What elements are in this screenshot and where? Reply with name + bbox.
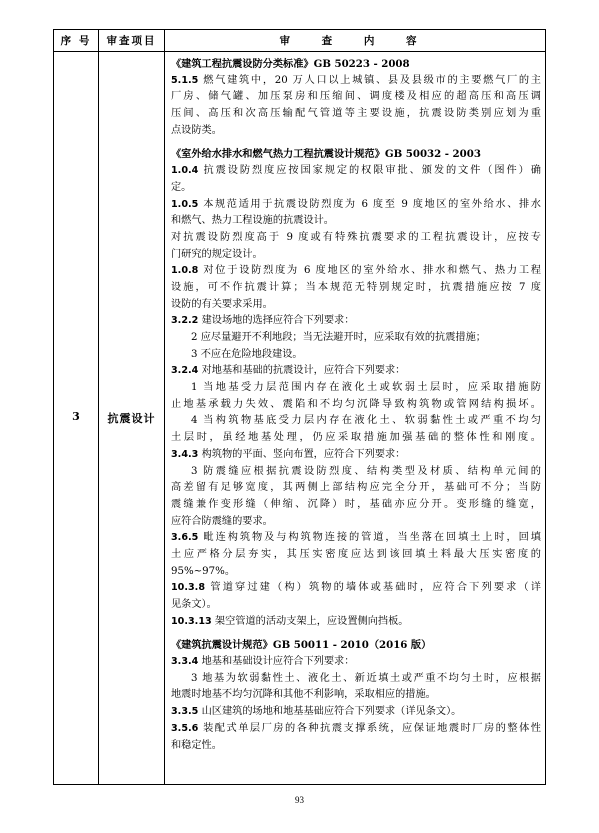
clause-number: 1.0.8 — [171, 265, 199, 277]
clause-line: 地震时地基不均匀沉降和其他不利影响，采取相应的措施。 — [171, 689, 436, 701]
clause-line: 土应严格分层夯实，其压实密度应达到该回填土料最大压实密度的 — [171, 548, 541, 560]
clause-number: 1.0.5 — [171, 198, 199, 210]
clause-number: 3.4.3 — [171, 448, 199, 460]
clause-line: 3.3.4 地基和基础设计应符合下列要求： — [171, 656, 355, 668]
clause-number: 3.3.4 — [171, 656, 199, 668]
header-col-no: 序 号 — [60, 35, 92, 47]
clause-line: 设施，可不作抗震计算；当本规范无特别规定时，抗震措施应按 7 度 — [171, 281, 541, 293]
clause-line: 3 防震缝应根据抗震设防烈度、结构类型及材质、结构单元间的 — [191, 465, 541, 477]
row-review-item: 抗震设计 — [107, 412, 156, 425]
clause-line: 3.3.5 山区建筑的场地和地基基础应符合下列要求（详见条文）。 — [171, 706, 462, 718]
clause-line: 2 应尽量避开不利地段；当无法避开时，应采取有效的抗震措施； — [191, 332, 486, 343]
clause-number: 1.0.4 — [171, 165, 199, 177]
column-divider — [98, 30, 99, 784]
column-divider — [164, 30, 165, 784]
clause-number: 3.3.5 — [171, 706, 199, 718]
header-col-item: 审查项目 — [106, 35, 157, 47]
clause-line: 应符合防震缝的要求。 — [171, 515, 273, 527]
clause-line: 土层时，虽经地基处理，仍应采取措施加强基础的整体性和刚度。 — [171, 432, 541, 444]
review-table — [53, 29, 546, 785]
clause-line: 3.5.6 装配式单层厂房的各种抗震支撑系统，应保证地震时厂房的整体性 — [171, 722, 541, 734]
clause-line: 3.6.5 毗连构筑物及与构筑物连接的管道，当坐落在回填土上时，回填 — [171, 532, 541, 544]
clause-number: 3.2.4 — [171, 365, 199, 377]
clause-number: 5.1.5 — [171, 74, 199, 86]
clause-line: 1 当地基受力层范围内存在液化土或软弱土层时，应采取措施防 — [191, 382, 541, 394]
clause-line: 高差留有足够宽度，其两侧上部结构应完全分开，基础可不分；当防 — [171, 482, 541, 494]
clause-line: 止地基承载力失效、震陷和不均匀沉降导致构筑物或管网结构损坏。 — [171, 398, 541, 410]
standard-title: 《建筑工程抗震设防分类标准》GB 50223 - 2008 — [171, 58, 410, 70]
clause-line: 3 地基为软弱黏性土、液化土、新近填土或严重不均匀土时，应根据 — [191, 672, 541, 684]
header-col-content: 审 查 内 容 — [279, 35, 431, 47]
clause-line: 3 不应在危险地段建设。 — [191, 348, 303, 360]
clause-number: 3.2.2 — [171, 315, 199, 327]
table-header — [54, 30, 545, 52]
standard-title: 《建筑抗震设计规范》GB 50011 - 2010（2016 版） — [171, 639, 432, 652]
clause-line: 和稳定性。 — [171, 739, 222, 751]
clause-line: 10.3.13 架空管道的活动支架上，应设置侧向挡板。 — [171, 615, 409, 627]
row-number: 3 — [72, 410, 80, 423]
review-content — [171, 56, 541, 754]
page-number: 93 — [295, 795, 304, 805]
clause-line: 4 当构筑物基底受力层内存在液化土、软弱黏性土或严重不均匀 — [191, 415, 541, 427]
clause-line: 1.0.4 抗震设防烈度应按国家规定的权限审批、颁发的文件（图件）确 — [171, 165, 541, 177]
clause-line: 1.0.8 对位于设防烈度为 6 度地区的室外给水、排水和燃气、热力工程 — [171, 265, 541, 277]
clause-line: 震缝兼作变形缝（伸缩、沉降）时，基础亦应分开。变形缝的缝宽， — [171, 498, 541, 510]
clause-line: 定。 — [171, 181, 192, 193]
clause-number: 10.3.8 — [171, 582, 205, 594]
clause-line: 3.4.3 构筑物的平面、竖向布置，应符合下列要求： — [171, 448, 406, 460]
clause-line: 见条文）。 — [171, 599, 217, 610]
clause-line: 3.2.4 对地基和基础的抗震设计，应符合下列要求： — [171, 365, 406, 377]
clause-line: 门研究的规定设计。 — [171, 248, 263, 260]
clause-line: 厂房、储气罐、加压泵房和压缩间、调度楼及相应的超高压和高压调 — [171, 91, 541, 103]
clause-line: 5.1.5 燃气建筑中，20 万人口以上城镇、县及县级市的主要燃气厂的主 — [171, 74, 541, 86]
clause-line: 和燃气、热力工程设施的抗震设计。 — [171, 215, 334, 227]
clause-number: 10.3.13 — [171, 615, 212, 627]
clause-line: 压间、高压和次高压输配气管道等主要设施，抗震设防类别应划为重 — [171, 108, 541, 120]
clause-line: 10.3.8 管道穿过建（构）筑物的墙体或基础时，应符合下列要求（详 — [171, 582, 541, 594]
clause-line: 点设防类。 — [171, 124, 222, 136]
clause-line: 3.2.2 建设场地的选择应符合下列要求： — [171, 315, 355, 327]
clause-number: 3.5.6 — [171, 722, 199, 734]
clause-number: 3.6.5 — [171, 532, 199, 544]
clause-line: 对抗震设防烈度高于 9 度或有特殊抗震要求的工程抗震设计，应按专 — [171, 231, 541, 243]
standard-title: 《室外给水排水和燃气热力工程抗震设计规范》GB 50032 - 2003 — [171, 148, 481, 161]
clause-line: 1.0.5 本规范适用于抗震设防烈度为 6 度至 9 度地区的室外给水、排水 — [171, 198, 541, 210]
clause-line: 设防的有关要求采用。 — [171, 298, 273, 310]
clause-line: 95%~97%。 — [171, 565, 236, 577]
